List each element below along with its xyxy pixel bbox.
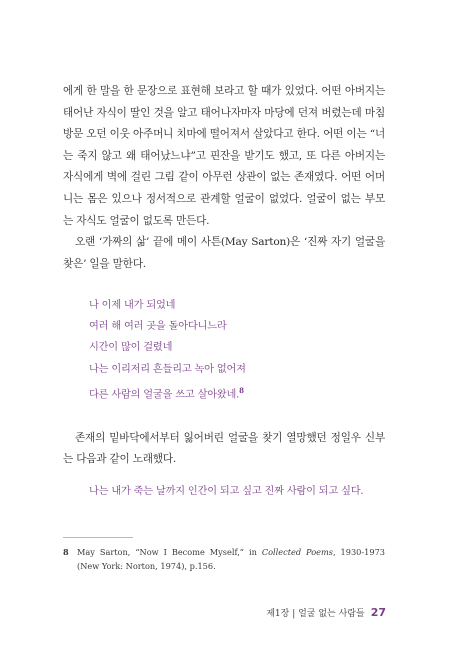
poem-line-2: 여러 해 여러 곳을 돌아다니느라: [89, 321, 227, 333]
poem-line-5: [89, 380, 389, 406]
footnote-text: [77, 545, 385, 573]
song-quote: 나는 내가 죽는 날까지 인간이 되고 싶고 진짜 사람이 되고 싶다.: [89, 486, 364, 497]
footnote-divider: [63, 537, 133, 538]
paragraph-2: 오랜 ‘가짜의 삶’ 끝에 메이 사튼(May Sarton)은 ‘진짜 자기 얼굴을 찾은’ 일을 말한다.: [63, 236, 385, 270]
chapter-label: 제1장 | 얼굴 없는 사람들: [266, 609, 365, 619]
poem-line-5-text: 다른 사람의 얼굴을 쓰고 살아왔네.: [89, 389, 240, 401]
footnote-text-after: , 1930-1973 (New York: Norton, 1974), p.156.: [77, 547, 385, 571]
page-number: 27: [370, 606, 386, 619]
page-footer: [266, 606, 386, 619]
footnote-title: Collected Poems: [261, 547, 333, 557]
footnote-text-before: May Sarton, “Now I Become Myself,” in: [77, 547, 262, 557]
poem-line-3: 시간이 많이 걸렸네: [89, 342, 173, 354]
poem-line-1: 나 이제 내가 되었네: [89, 300, 176, 311]
body-text-upper: [63, 81, 385, 275]
footnote: [63, 545, 385, 573]
paragraph-3: 존재의 밑바닥에서부터 잃어버린 얼굴을 찾기 열망했던 정일우 신부는 다음과 같이 노래했다.: [63, 431, 385, 466]
paragraph-1: 에게 한 말을 한 문장으로 표현해 보라고 할 때가 있었다. 어떤 아버지는 태어난 자식이 딸인 것을 알고 태어나자마자 마당에 던져 버렸는데 마침 방문 오던 이웃 아주머니 치마에 떨어져서 살았다고 한다. 어떤 이는 “너는 죽지 않고 왜 태어났느냐”고 핀잔을 받기도 했고, 또 다른 아버지는 자식에게 벽에 걸린 그림 같이 아무런 상관이 없는 존재였다. 어떤 어머니는 몸은 있으나 정서적으로 관계할 얼굴이 없었다. 얼굴이 없는 부모는 자식도 얼굴이 없도록 만든다.: [63, 85, 385, 227]
poem-quote: [89, 295, 389, 405]
footnote-reference[interactable]: 8: [239, 385, 244, 395]
body-text-lower: [63, 417, 385, 481]
footnote-number: 8: [63, 547, 69, 557]
poem-line-4: 나는 이리저리 흔들리고 녹아 없어져: [89, 363, 246, 375]
